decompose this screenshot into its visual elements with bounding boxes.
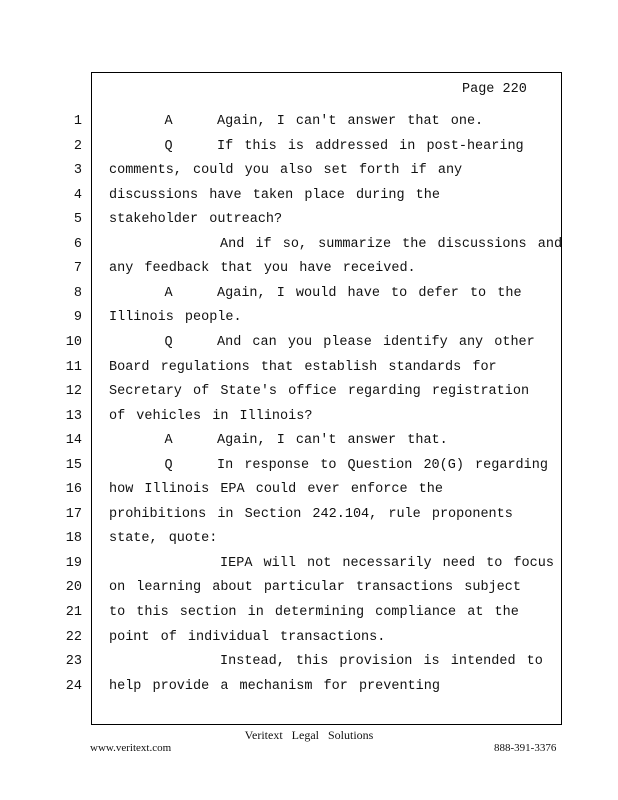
line-number: 2 xyxy=(73,139,82,154)
transcript-line: IEPA will not necessarily need to focus xyxy=(109,556,554,571)
transcript-line: prohibitions in Section 242.104, rule proponents xyxy=(109,507,513,522)
transcript-line: Q In response to Question 20(G) regarding xyxy=(109,458,548,473)
line-number: 17 xyxy=(65,507,82,522)
line-number: 20 xyxy=(65,580,82,595)
line-number: 7 xyxy=(73,261,82,276)
transcript-line: Illinois people. xyxy=(109,310,242,325)
transcript-line: Instead, this provision is intended to xyxy=(109,654,543,669)
transcript-line: And if so, summarize the discussions and xyxy=(109,237,563,252)
transcript-line: Secretary of State's office regarding registration xyxy=(109,384,530,399)
line-number: 21 xyxy=(65,605,82,620)
transcript-line: to this section in determining compliance at the xyxy=(109,605,519,620)
transcript-line: state, quote: xyxy=(109,531,218,546)
footer-company: Veritext Legal Solutions xyxy=(244,728,374,742)
footer-url: www.veritext.com xyxy=(90,742,172,754)
line-number: 8 xyxy=(73,286,82,301)
transcript-line: on learning about particular transactions subject xyxy=(109,580,521,595)
line-number: 22 xyxy=(65,630,82,645)
transcript-line: Q If this is addressed in post-hearing xyxy=(109,139,524,154)
transcript-line: any feedback that you have received. xyxy=(109,261,416,276)
footer-phone: 888-391-3376 xyxy=(494,742,557,754)
line-number: 24 xyxy=(65,679,82,694)
transcript-line: Q And can you please identify any other xyxy=(109,335,535,350)
transcript-line: A Again, I can't answer that. xyxy=(109,433,448,448)
line-number: 6 xyxy=(73,237,82,252)
page-number: Page 220 xyxy=(462,82,527,97)
line-number: 18 xyxy=(65,531,82,546)
transcript-line: A Again, I can't answer that one. xyxy=(109,114,484,129)
line-number: 5 xyxy=(73,212,82,227)
line-number: 10 xyxy=(65,335,82,350)
line-number: 11 xyxy=(65,360,82,375)
transcript-line: how Illinois EPA could ever enforce the xyxy=(109,482,443,497)
line-number: 23 xyxy=(65,654,82,669)
line-number: 13 xyxy=(65,409,82,424)
transcript-line: A Again, I would have to defer to the xyxy=(109,286,522,301)
line-number: 3 xyxy=(73,163,82,178)
line-number: 9 xyxy=(73,310,82,325)
transcript-line: comments, could you also set forth if any xyxy=(109,163,463,178)
transcript-line: of vehicles in Illinois? xyxy=(109,409,313,424)
line-number: 19 xyxy=(65,556,82,571)
transcript-line: discussions have taken place during the xyxy=(109,188,440,203)
line-number: 15 xyxy=(65,458,82,473)
transcript-line: help provide a mechanism for preventing xyxy=(109,679,440,694)
transcript-line: point of individual transactions. xyxy=(109,630,386,645)
line-number: 16 xyxy=(65,482,82,497)
line-number: 4 xyxy=(73,188,82,203)
line-number: 12 xyxy=(65,384,82,399)
line-number: 14 xyxy=(65,433,82,448)
line-number: 1 xyxy=(73,114,82,129)
transcript-line: Board regulations that establish standards for xyxy=(109,360,497,375)
transcript-line: stakeholder outreach? xyxy=(109,212,283,227)
